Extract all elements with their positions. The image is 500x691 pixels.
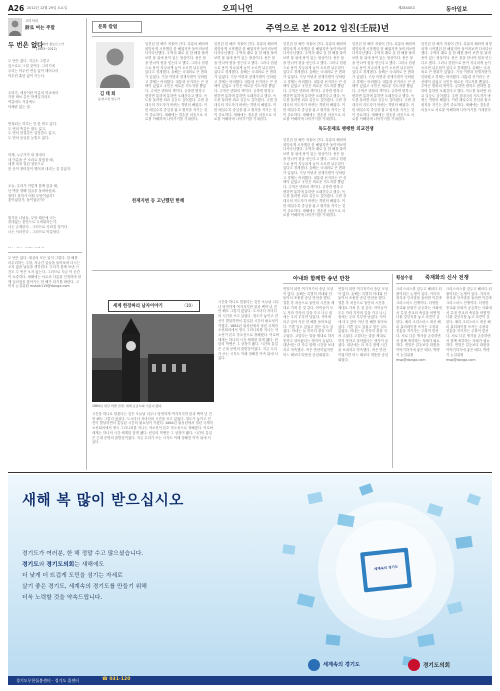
author-title: 동양고전 연구가	[98, 97, 120, 101]
call-center-bar	[8, 676, 492, 685]
ad-headline: 새해 복 많이 받으십시오	[22, 493, 184, 509]
column-kicker: 세계 한장짜리 남자이야기	[113, 303, 163, 309]
call-center-label: 경기도무한돌봄센터 · 경기도 콜센터	[16, 677, 80, 683]
poem-commentary: 두 번은 없다. 세상의 모든 일이 그렇다. 한 해를 마무리하는 주말, 지나간 일들을 돌아보며 다시는 오지 않을 날들을 생각한다. 우리가 함께 보낸 시간도 두 번은 오지 않는다. 그러므로 지금 이 순간이 소중하다. 새해에는 서로의 다름을 인정하며 함께 일치점을 찾아가는 한 해가 되기를 바란다. 고미석 논설위원 mskoh119@donga.com	[8, 256, 82, 289]
column-body: 연말이 되면 여기저기서 송년 모임이 많다. 올해는 특별히 아내와 단둘이서 조촐한 송년 만찬을 했다. 결혼 후 처음으로 둘만의 시간을 제대로 가져 본 것 같다. 아이들이 모두 자라 각자의 길을 가고 나니 집에는 우리 부부만 남았다. 식탁에 마주 앉아 지난 한 해를 돌아보았다. 기쁜 일도 있었고 힘든 일도 있었다. 아내는 늘 묵묵히 곁을 지켜 주었다. 고맙다는 말을 제대로 하지 못하고 살아왔다는 생각이 들었다. 내년에는 더 자주 함께 시간을 보내자고 약속했다. 작은 만찬이었지만 어느 때보다 따뜻한 송년회였다.	[338, 287, 389, 362]
page-number: A26	[8, 4, 25, 13]
poem-stanzas	[8, 50, 82, 248]
column-body: 임진년 한 해가 저물어 간다. 흑룡의 해라며 희망차게 시작했던 한 해였지만 돌이켜보면 다사다난했다. 주역의 괘로 올 한 해를 풀어 보면 물 위에 용이 있는 형상이다. 용은 물을 만나야 힘을 얻는다고 했다. 그러나 한편으로 용이 지나치게 높이 오르면 뉘우침이 있다고 경계했다. 올해는 국내외로 큰 변화가 있었다. 기상 이변과 천재지변이 잇따랐고 경제는 어려웠다. 대통령 선거라는 큰 선택이 있었고 국민은 새로운 지도자를 뽑았다. 주역은 변화의 책이다. 궁하면 변하고 변하면 통하며 통하면 오래간다고 했다. 독도를 둘러싼 외교 갈등도 깊어졌다. 주변 강대국의 지도자가 바뀌는 격변의 해였다. 이런 때일수록 중심을 잡고 원칙을 지키는 것이 중요하다. 새해에는 겸손한 마음으로 서로를 이해하며 나아가기를 기대한다.	[421, 42, 492, 112]
council-name: 경기도의회	[46, 562, 75, 568]
column-title: 아내와 함께한 송년 만찬	[293, 276, 350, 282]
columnist-photo	[8, 18, 22, 36]
stanza: 힘겨운 나날들, 무엇 때문에 너는 쓸데없는 불안으로 두려워하는가. 너는 존재한다 - 그러므로 사라질 것이다 너는 사라진다 - 그러므로 아름답다	[8, 215, 68, 234]
ad-banner	[8, 475, 492, 685]
poem-byline: 비스와바 쉼보르스카(1923~2012)	[36, 42, 64, 51]
column-label-2: 詩로 여는 주말	[25, 26, 55, 31]
gyeonggi-name: 경기도	[22, 562, 39, 568]
stanza: 우리가, 세상이란 이름의 학교에서 가장 바보 같은 학생일지라도 여름에도 겨울에도 낙제란 없는 법.	[8, 90, 59, 109]
left-column-divider	[86, 18, 87, 470]
stanza: 두 번은 없다. 지금도 그렇고 앞으로도 그럴 것이다. 그러기에 우리는 아무런 연습 없이 태어나서 아무런 훈련 없이 죽는다.	[8, 59, 59, 78]
series-number: 〈10〉	[182, 302, 196, 308]
subhead: 독도문제로 팽팽한 외교전쟁	[318, 127, 374, 132]
column-body: 시간을 하나로 맞춘다는 것은 오늘날 너무나 당연하게 여겨지지만 불과 백여 년 전만 해도 그렇지 않았다. 도시마다 저마다의 시간을 쓰고 있었다. 철도가 놓이고 전신이 발달하면서 통일된 시간의 필요성이 커졌다. 1884년 워싱턴에서 열린 국제자오선회의에서 영국 그리니치를 지나는 자오선이 본초 자오선으로 정해졌다. 이로써 세계는 하나의 시간 체계를 갖게 됐다. 런던의 빅벤은 그 상징이 됐다. 시간의 통일은 근대 문명의 출발점이었다. 지금 우리가 쓰는 시각도 이때 정해진 약속 위에 서 있다.	[218, 300, 280, 361]
date-line: 2012년 12월 29일 토요일	[27, 6, 68, 10]
issue-number: 제28400호	[398, 6, 416, 10]
section-title: 오피니언	[222, 4, 253, 13]
gyeonggi-logo-text: 세계속의 경기도	[323, 661, 360, 668]
gyeonggi-logo	[308, 658, 388, 672]
column-body: 임진년 한 해가 저물어 간다. 흑룡의 해라며 희망차게 시작했던 한 해였지만 돌이켜보면 다사다난했다. 주역의 괘로 올 한 해를 풀어 보면 물 위에 용이 있는 형상이다. 용은 물을 만나야 힘을 얻는다고 했다. 그러나 한편으로 용이 지나치게 높이 오르면 뉘우침이 있다고 경계했다. 올해는 국내외로 큰 변화가 있었다. 기상 이변과 천재지변이 잇따랐고 경제는 어려웠다. 대통령 선거라는 큰 선택이 있었고 국민은 새로운 지도자를 뽑았다. 주역은 변화의 책이다. 궁하면 변하고 변하면 통하며 통하면 오래간다고 했다. 독도를 둘러싼 외교 갈등도 깊어졌다. 주변 강대국의 지도자가 바뀌는 격변의 해였다. 이런 때일수록 중심을 잡고 원칙을 지키는 것이 중요하다. 새해에는 겸손한 마음으로 서로를 이해하며 나아가기를 기대한다.	[214, 42, 278, 122]
center-pin-label: 세계속의 경기도	[373, 564, 399, 572]
column-divider	[392, 274, 393, 468]
title-rule	[283, 283, 389, 284]
author-name: 김 태 희	[100, 92, 116, 97]
photo-caption: 1884년 런던 빅벤 전경. 세계 표준시의 기준이 됐다.	[92, 404, 163, 408]
column-kicker: 횡설수설	[396, 276, 413, 281]
clock-tower-photo	[92, 314, 214, 402]
headline-rule	[92, 36, 492, 37]
title-rule	[396, 283, 492, 284]
paper-name: 동아일보	[446, 6, 468, 13]
column-body: 시간을 하나로 맞춘다는 것은 오늘날 너무나 당연하게 여겨지지만 불과 백여 년 전만 해도 그렇지 않았다. 도시마다 저마다의 시간을 쓰고 있었다. 철도가 놓이고 전신이 발달하면서 통일된 시간의 필요성이 커졌다. 1884년 워싱턴에서 열린 국제자오선회의에서 영국 그리니치를 지나는 자오선이 본초 자오선으로 정해졌다. 이로써 세계는 하나의 시간 체계를 갖게 됐다. 런던의 빅벤은 그 상징이 됐다. 시간의 통일은 근대 문명의 출발점이었다. 지금 우리가 쓰는 시각도 이때 정해진 약속 위에 서 있다.	[92, 412, 214, 445]
column-body: 임진년 한 해가 저물어 간다. 흑룡의 해라며 희망차게 시작했던 한 해였지만 돌이켜보면 다사다난했다. 주역의 괘로 올 한 해를 풀어 보면 물 위에 용이 있는 형상이다. 용은 물을 만나야 힘을 얻는다고 했다. 그러나 한편으로 용이 지나치게 높이 오르면 뉘우침이 있다고 경계했다. 올해는 국내외로 큰 변화가 있었다. 기상 이변과 천재지변이 잇따랐고 경제는 어려웠다. 대통령 선거라는 큰 선택이 있었고 국민은 새로운 지도자를 뽑았다. 주역은 변화의 책이다. 궁하면 변하고 변하면 통하며 통하면 오래간다고 했다. 독도를 둘러싼 외교 갈등도 깊어졌다. 주변 강대국의 지도자가 바뀌는 격변의 해였다. 이런 때일수록 중심을 잡고 원칙을 지키는 것이 중요하다. 새해에는 겸손한 마음으로 서로를 이해하며 나아가기를 기대한다.	[283, 42, 347, 122]
poem-column	[8, 18, 82, 250]
column-body: 임진년 한 해가 저물어 간다. 흑룡의 해라며 희망차게 시작했던 한 해였지만 돌이켜보면 다사다난했다. 주역의 괘로 올 한 해를 풀어 보면 물 위에 용이 있는 형상이다. 용은 물을 만나야 힘을 얻는다고 했다. 그러나 한편으로 용이 지나치게 높이 오르면 뉘우침이 있다고 경계했다. 올해는 국내외로 큰 변화가 있었다. 기상 이변과 천재지변이 잇따랐고 경제는 어려웠다. 대통령 선거라는 큰 선택이 있었고 국민은 새로운 지도자를 뽑았다. 주역은 변화의 책이다. 궁하면 변하고 변하면 통하며 통하면 오래간다고 했다. 독도를 둘러싼 외교 갈등도 깊어졌다. 주변 강대국의 지도자가 바뀌는 격변의 해였다. 이런 때일수록 중심을 잡고 원칙을 지키는 것이 중요하다. 새해에는 겸손한 마음으로 서로를 이해하며 나아가기를 기대한다.	[352, 42, 416, 122]
poem-divider	[8, 252, 82, 253]
ad-line-1	[22, 548, 143, 557]
gyeonggi-logo-mark	[308, 659, 320, 671]
stanza: 어제, 누군가가 내 곁에서 네 이름을 큰 소리로 불렀을 때, 내겐 마치 열린 창문으로 한 송이 장미꽃이 떨어져 내리는 것 같았지.	[8, 153, 72, 172]
section-rule	[92, 270, 492, 271]
poem-title: 두 번은 없다	[8, 41, 44, 49]
ad-line-4: 살기 좋은 경기도, 세계속의 경기도를 만들기 위해	[22, 584, 147, 590]
stanza: 오늘, 우리가 이렇게 함께 있을 때, 난 벽을 향해 얼굴을 돌려버렸네. 장미? 장미가 어떤 모양이었지? 꽃이었던가, 돌이었던가?	[8, 184, 59, 203]
column-body: 임진년 한 해가 저물어 간다. 흑룡의 해라며 희망차게 시작했던 한 해였지만 돌이켜보면 다사다난했다. 주역의 괘로 올 한 해를 풀어 보면 물 위에 용이 있는 형상이다. 용은 물을 만나야 힘을 얻는다고 했다. 그러나 한편으로 용이 지나치게 높이 오르면 뉘우침이 있다고 경계했다. 올해는 국내외로 큰 변화가 있었다. 기상 이변과 천재지변이 잇따랐고 경제는 어려웠다. 대통령 선거라는 큰 선택이 있었고 국민은 새로운 지도자를 뽑았다. 주역은 변화의 책이다. 궁하면 변하고 변하면 통하며 통하면 오래간다고 했다. 독도를 둘러싼 외교 갈등도 깊어졌다. 주변 강대국의 지도자가 바뀌는 격변의 해였다. 이런 때일수록 중심을 잡고 원칙을 지키는 것이 중요하다. 새해에는 겸손한 마음으로 서로를 이해하며 나아가기를 기대한다.	[283, 138, 347, 218]
call-center-number: ☎ 031-120	[102, 677, 131, 683]
council-logo	[408, 658, 488, 672]
council-logo-text: 경기도의회	[423, 662, 451, 669]
ad-line-5: 더욱 노력할 것을 약속드립니다.	[22, 595, 103, 601]
ad-line-1-text: 경기도가 여러분, 한 해 정말 수고 많으셨습니다.	[22, 551, 144, 557]
stanza	[8, 247, 82, 248]
column-body: 임진년 한 해가 저물어 간다. 흑룡의 해라며 희망차게 시작했던 한 해였지만 돌이켜보면 다사다난했다. 주역의 괘로 올 한 해를 풀어 보면 물 위에 용이 있는 형상이다. 용은 물을 만나야 힘을 얻는다고 했다. 그러나 한편으로 용이 지나치게 높이 오르면 뉘우침이 있다고 경계했다. 올해는 국내외로 큰 변화가 있었다. 기상 이변과 천재지변이 잇따랐고 경제는 어려웠다. 대통령 선거라는 큰 선택이 있었고 국민은 새로운 지도자를 뽑았다. 주역은 변화의 책이다. 궁하면 변하고 변하면 통하며 통하면 오래간다고 했다. 독도를 둘러싼 외교 갈등도 깊어졌다. 주변 강대국의 지도자가 바뀌는 격변의 해였다. 이런 때일수록 중심을 잡고 원칙을 지키는 것이 중요하다. 새해에는 겸손한 마음으로 서로를 이해하며 나아가기를 기대한다.	[145, 42, 209, 122]
subhead: 천재지변 등 고난했던 한해	[131, 199, 185, 204]
column-title: 죽재화의 신사 전쟁	[425, 275, 469, 281]
column-kicker: 문화 칼럼	[98, 24, 118, 30]
column-headline: 주역으로 본 2012 임진(壬辰)년	[266, 24, 389, 34]
column-body: 크리스마스를 앞두고 해마다 되풀이되는 논쟁이 있다. 거리의 장식과 인사말을 둘러싼 이른바 크리스마스 전쟁이다. 다양한 종교와 문화가 공존하는 사회에서 특정 종교의 축일을 어떻게 다룰 것인지를 놓고 의견이 갈린다. 메리 크리스마스 대신 해피 홀리데이를 쓰자는 주장과 전통을 지키자는 주장이 맞선다. 서로 다른 생각을 존중하면서 함께 축하하는 지혜가 필요하다. 연말은 갈등보다 화합을 이야기하기에 좋은 때다. 박명식 논설위원 msp@donga.com	[446, 287, 492, 362]
column-body: 연말이 되면 여기저기서 송년 모임이 많다. 올해는 특별히 아내와 단둘이서 조촐한 송년 만찬을 했다. 결혼 후 처음으로 둘만의 시간을 제대로 가져 본 것 같다. 아이들이 모두 자라 각자의 길을 가고 나니 집에는 우리 부부만 남았다. 식탁에 마주 앉아 지난 한 해를 돌아보았다. 기쁜 일도 있었고 힘든 일도 있었다. 아내는 늘 묵묵히 곁을 지켜 주었다. 고맙다는 말을 제대로 하지 못하고 살아왔다는 생각이 들었다. 내년에는 더 자주 함께 시간을 보내자고 약속했다. 작은 만찬이었지만 어느 때보다 따뜻한 송년회였다.	[283, 287, 335, 357]
column-kicker-box	[108, 300, 200, 312]
column-label-1: 고미석의	[25, 19, 39, 23]
council-logo-mark	[408, 659, 420, 671]
ad-line-2-text: 는 새해에도	[74, 562, 105, 568]
ad-top-rule	[8, 472, 492, 473]
kicker-box	[92, 21, 142, 33]
column-body: 크리스마스를 앞두고 해마다 되풀이되는 논쟁이 있다. 거리의 장식과 인사말을 둘러싼 이른바 크리스마스 전쟁이다. 다양한 종교와 문화가 공존하는 사회에서 특정 종교의 축일을 어떻게 다룰 것인지를 놓고 의견이 갈린다. 메리 크리스마스 대신 해피 홀리데이를 쓰자는 주장과 전통을 지키자는 주장이 맞선다. 서로 다른 생각을 존중하면서 함께 축하하는 지혜가 필요하다. 연말은 갈등보다 화합을 이야기하기에 좋은 때다. 박명식 논설위원 msp@donga.com	[396, 287, 442, 362]
author-photo	[96, 42, 134, 88]
masthead-rule	[8, 14, 492, 15]
ad-line-3: 더 낮게 더 뜨겁게 도민을 섬기는 자세로	[22, 573, 123, 579]
ad-line-2-conj: 와	[38, 562, 47, 568]
stanza: 반복되는 하루는 단 한 번도 없다. 두 번의 똑같은 밤도 없고, 두 번의 한결같은 입맞춤도 없고, 두 번의 동일한 눈빛도 없다.	[8, 121, 58, 140]
ad-line-2	[22, 559, 104, 568]
